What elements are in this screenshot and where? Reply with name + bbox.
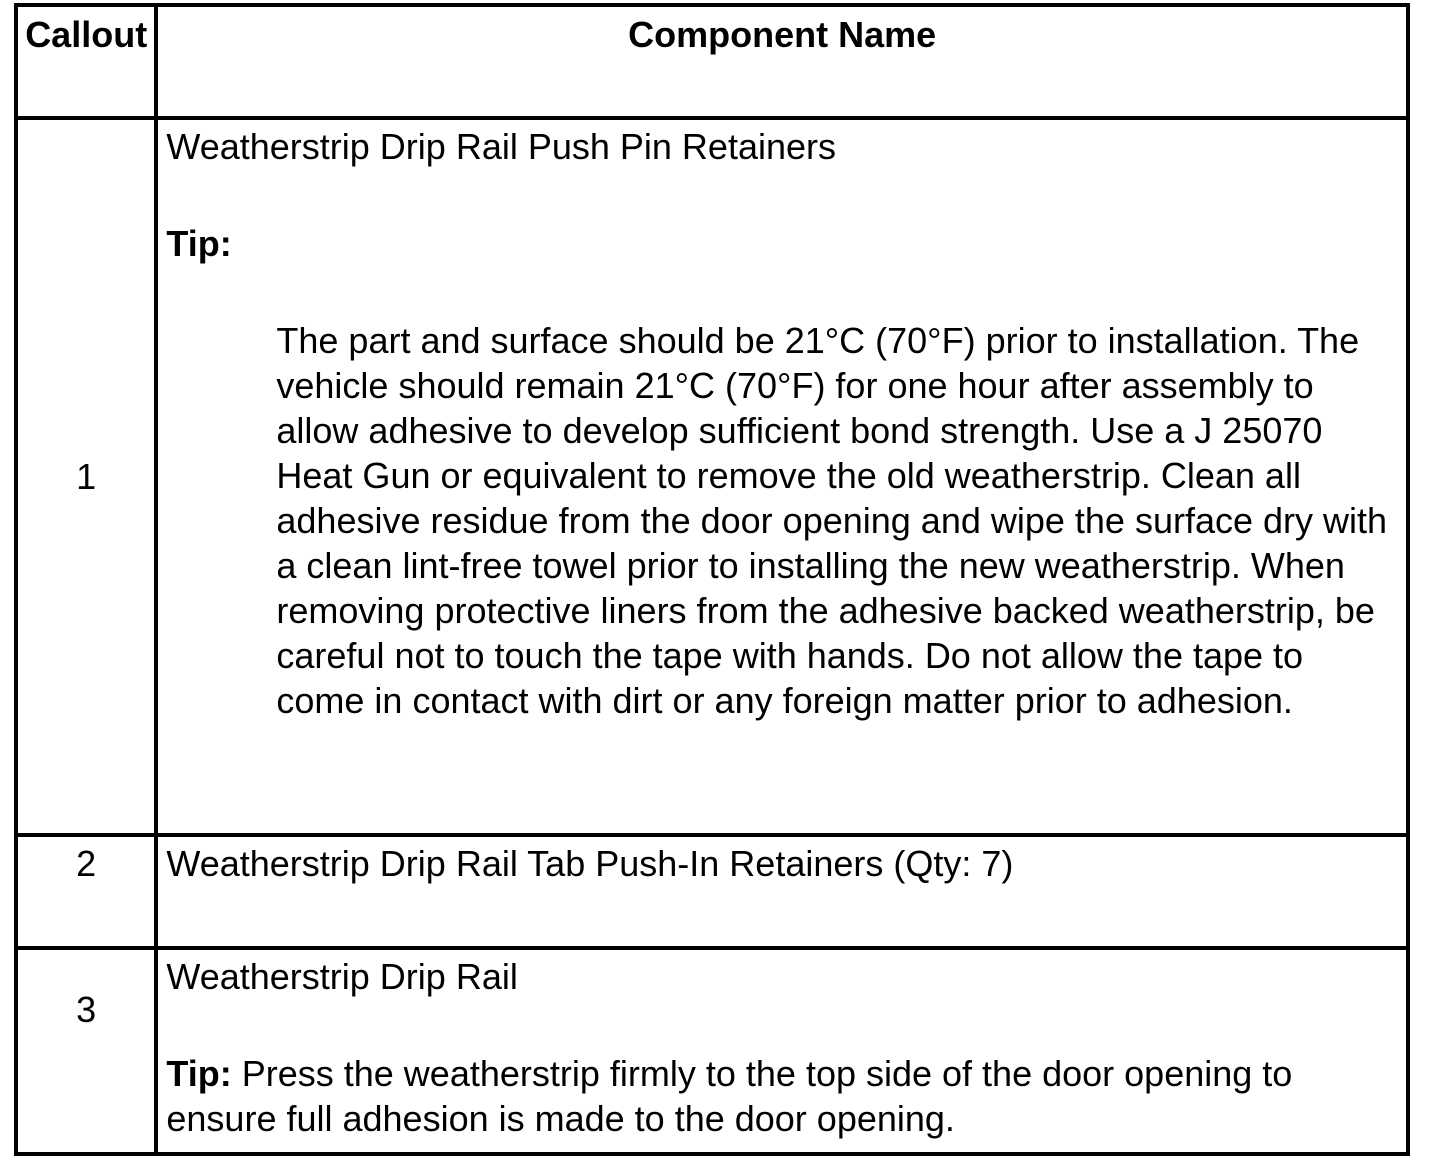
component-cell [156, 948, 1408, 1154]
callout-number: 2 [76, 843, 97, 885]
tip-paragraph [166, 1051, 1398, 1141]
component-table [14, 3, 1410, 1156]
header-row [16, 5, 1408, 118]
table-row [16, 948, 1408, 1154]
component-name-header [156, 5, 1408, 118]
component-cell [156, 118, 1408, 836]
callout-header [16, 5, 156, 118]
callout-cell [16, 835, 156, 948]
callout-cell [16, 948, 156, 1154]
table-row [16, 118, 1408, 836]
tip-text: The part and surface should be 21°C (70°F) prior to installation. The vehicle should remain 21°C (70°F) for one hour after assembly to allow adhesive to develop sufficient bond strength. Use a J 25070 Heat Gun or equivalent to remove the old weatherstrip. Clean all adhesive residue from the door opening and wipe the surface dry with a clean lint-free towel prior to installing the new weatherstrip. When removing protective liners from the adhesive backed weatherstrip, be careful not to touch the tape with hands. Do not allow the tape to come in contact with dirt or any foreign matter prior to adhesion. [276, 319, 1388, 721]
callout-number: 1 [76, 456, 97, 498]
tip-label: Tip: [166, 1053, 232, 1095]
component-name: Weatherstrip Drip Rail Push Pin Retainers [166, 125, 836, 167]
table-row [16, 835, 1408, 948]
component-name: Weatherstrip Drip Rail Tab Push-In Retainers (Qty: 7) [166, 843, 1014, 885]
callout-cell [16, 118, 156, 836]
tip-text: Press the weatherstrip firmly to the top side of the door opening to ensure full adhesion is made to the door opening. [166, 1053, 1293, 1140]
component-name-header-label: Component Name [628, 14, 937, 55]
callout-number: 3 [76, 989, 97, 1031]
callout-header-label: Callout [25, 14, 148, 55]
tip-label: Tip: [166, 222, 232, 264]
component-cell [156, 835, 1408, 948]
component-name: Weatherstrip Drip Rail [166, 956, 518, 998]
